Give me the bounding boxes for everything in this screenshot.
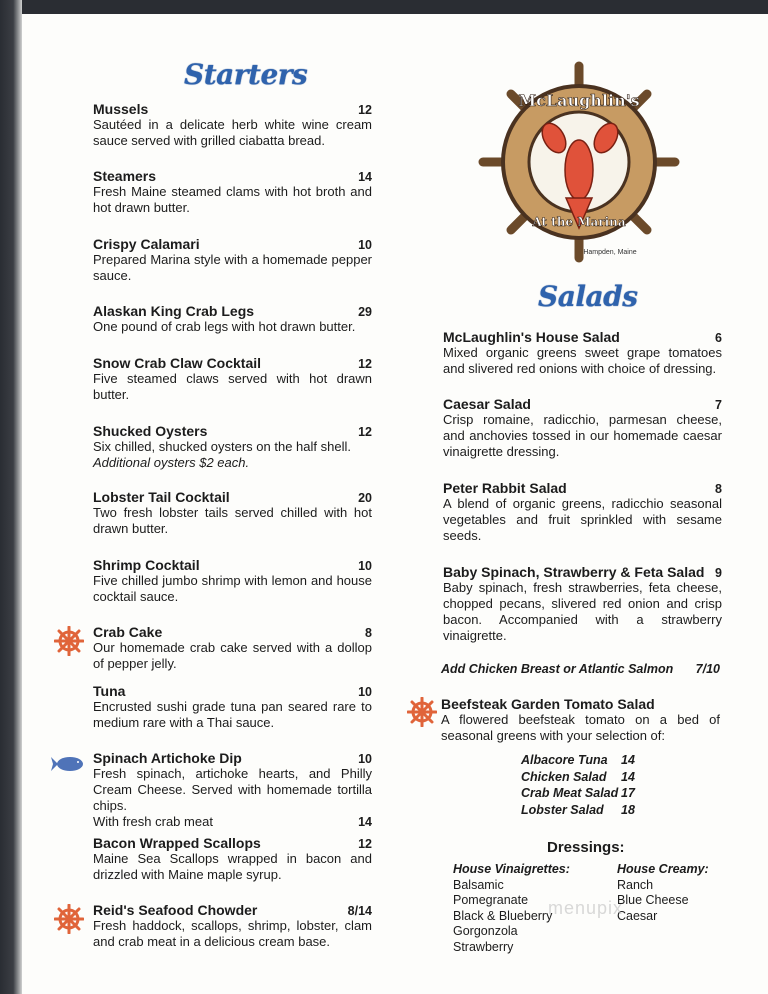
item-description: Two fresh lobster tails served chilled with hot drawn butter. <box>93 505 372 536</box>
item-price: 10 <box>358 752 372 766</box>
item-name: Tuna <box>93 683 126 699</box>
item-name: Mussels <box>93 101 149 117</box>
item-header <box>93 835 372 851</box>
item-description: A blend of organic greens, radicchio seasonal vegetables and fruit sprinkled with sesame seeds. <box>443 496 722 543</box>
item-header <box>443 480 722 496</box>
variant-price: 14 <box>358 815 372 829</box>
item-name: Caesar Salad <box>443 396 531 412</box>
item-header <box>93 355 372 371</box>
dressing-item: Caesar <box>617 908 658 923</box>
item-header <box>93 101 372 117</box>
item-header <box>443 396 722 412</box>
item-description: Sautéed in a delicate herb white wine cream sauce served with grilled ciabatta bread. <box>93 117 372 148</box>
item-name: Shucked Oysters <box>93 423 208 439</box>
dressing-item: Ranch <box>617 877 654 892</box>
option-row <box>521 769 635 786</box>
ship-wheel-icon <box>54 626 84 661</box>
item-description: A flowered beefsteak tomato on a bed of seasonal greens with your selection of: <box>441 712 720 743</box>
option-name: Chicken Salad <box>521 769 607 784</box>
item-price: 8 <box>365 626 372 640</box>
item-price: 7 <box>715 398 722 412</box>
menu-item <box>443 480 722 544</box>
addon-label: Add Chicken Breast or Atlantic Salmon <box>441 662 674 676</box>
logo-location-text: Hampden, Maine <box>583 249 637 256</box>
item-description: Fresh Maine steamed clams with hot broth and hot drawn butter. <box>93 184 372 215</box>
menu-item <box>93 683 372 731</box>
item-price: 14 <box>358 170 372 184</box>
menu-item <box>93 902 372 950</box>
item-price: 9 <box>715 566 722 580</box>
item-name: Peter Rabbit Salad <box>443 480 567 496</box>
logo-name-text: McLaughlin's <box>518 91 640 110</box>
dressing-item: Gorgonzola <box>453 924 518 938</box>
item-name: Crispy Calamari <box>93 236 200 252</box>
dressing-item: Pomegranate <box>453 893 529 907</box>
item-name: Shrimp Cocktail <box>93 557 200 573</box>
variant-label: With fresh crab meat <box>93 814 213 829</box>
item-name: Baby Spinach, Strawberry & Feta Salad <box>443 564 705 580</box>
salad-addon <box>441 662 720 676</box>
starters-title: Starters <box>184 58 308 91</box>
item-name: Crab Cake <box>93 624 163 640</box>
option-name: Lobster Salad <box>521 802 604 817</box>
item-name: Spinach Artichoke Dip <box>93 750 242 766</box>
item-price: 8 <box>715 482 722 496</box>
logo-subtitle-text: At the Marina <box>532 215 626 229</box>
item-header <box>93 489 372 505</box>
menu-item <box>443 329 722 377</box>
item-description: Encrusted sushi grade tuna pan seared rare to medium rare with a Thai sauce. <box>93 699 372 730</box>
addon-price: 7/10 <box>695 662 720 676</box>
item-description: Fresh haddock, scallops, shrimp, lobster, clam and crab meat in a delicious cream base. <box>93 918 372 949</box>
menu-item <box>93 423 372 471</box>
item-price: 12 <box>358 357 372 371</box>
menu-item <box>93 355 372 403</box>
menu-item <box>93 835 372 883</box>
dressings-title: Dressings: <box>547 839 625 856</box>
menu-item <box>93 557 372 605</box>
item-header <box>93 624 372 640</box>
ship-wheel-icon <box>54 904 84 939</box>
item-name: Steamers <box>93 168 157 184</box>
item-header <box>93 902 372 918</box>
restaurant-logo <box>478 58 680 268</box>
option-price: 14 <box>621 753 635 767</box>
option-price: 18 <box>621 802 635 817</box>
item-price: 8/14 <box>347 904 372 918</box>
menu-item <box>93 750 372 830</box>
item-price: 29 <box>358 305 372 319</box>
item-description: Six chilled, shucked oysters on the half shell. <box>93 439 351 454</box>
option-row <box>521 802 635 819</box>
item-price: 10 <box>358 238 372 252</box>
option-price: 14 <box>621 769 635 784</box>
item-description: Mixed organic greens sweet grape tomatoes and slivered red onions with choice of dressing. <box>443 345 722 376</box>
item-header <box>93 236 372 252</box>
item-description: Five chilled jumbo shrimp with lemon and house cocktail sauce. <box>93 573 372 604</box>
creamy-list <box>617 862 709 924</box>
item-price: 12 <box>358 425 372 439</box>
item-header <box>93 168 372 184</box>
scan-edge-top <box>0 0 768 14</box>
item-description: Five steamed claws served with hot drawn butter. <box>93 371 372 402</box>
creamy-heading: House Creamy: <box>617 862 709 876</box>
item-header <box>443 564 722 580</box>
ship-wheel-icon <box>407 697 437 732</box>
menu-item-beefsteak <box>441 696 720 744</box>
item-description: Maine Sea Scallops wrapped in bacon and drizzled with Maine maple syrup. <box>93 851 372 882</box>
item-price: 20 <box>358 491 372 505</box>
salads-title: Salads <box>538 280 638 313</box>
watermark: menupix <box>548 898 624 918</box>
menu-item <box>93 168 372 216</box>
scan-edge-left <box>0 0 22 994</box>
menu-item <box>93 489 372 537</box>
item-header <box>93 303 372 319</box>
item-header <box>93 423 372 439</box>
item-header <box>93 750 372 766</box>
dressing-item: Strawberry <box>453 939 514 954</box>
dressing-item: Balsamic <box>453 877 504 892</box>
dressing-item: Black & Blueberry <box>453 908 553 923</box>
item-note: Additional oysters $2 each. <box>93 455 250 470</box>
item-name: Lobster Tail Cocktail <box>93 489 230 505</box>
item-price: 12 <box>358 837 372 851</box>
item-description: One pound of crab legs with hot drawn butter. <box>93 319 356 334</box>
item-description: Prepared Marina style with a homemade pepper sauce. <box>93 252 372 283</box>
option-row <box>521 752 635 769</box>
option-name: Albacore Tuna <box>521 753 608 767</box>
item-name: Alaskan King Crab Legs <box>93 303 255 319</box>
menu-item <box>93 303 372 335</box>
option-name: Crab Meat Salad <box>521 786 619 800</box>
item-price: 6 <box>715 331 722 345</box>
item-name: McLaughlin's House Salad <box>443 329 620 345</box>
option-row <box>521 785 635 802</box>
menu-item <box>443 396 722 460</box>
item-price: 10 <box>358 559 372 573</box>
item-name: Reid's Seafood Chowder <box>93 902 258 918</box>
fish-icon <box>50 754 84 779</box>
item-header <box>443 329 722 345</box>
item-header <box>93 683 372 699</box>
item-name: Bacon Wrapped Scallops <box>93 835 261 851</box>
item-variant <box>93 814 372 830</box>
item-name: Beefsteak Garden Tomato Salad <box>441 696 655 712</box>
dressing-item: Blue Cheese <box>617 893 689 907</box>
vinaigrettes-heading: House Vinaigrettes: <box>453 862 570 876</box>
beefsteak-options <box>521 752 635 818</box>
item-description: Fresh spinach, artichoke hearts, and Philly Cream Cheese. Served with homemade tortilla chips. <box>93 766 372 813</box>
item-description: Our homemade crab cake served with a dollop of pepper jelly. <box>93 640 372 671</box>
menu-item <box>443 564 722 644</box>
item-description: Crisp romaine, radicchio, parmesan cheese, and anchovies tossed in our homemade caesar vinaigrette dressing. <box>443 412 722 459</box>
item-description: Baby spinach, fresh strawberries, feta cheese, chopped pecans, slivered red onion and crisp bacon. Accompanied with a strawberry vinaigrette. <box>443 580 722 643</box>
menu-item <box>93 624 372 672</box>
item-price: 10 <box>358 685 372 699</box>
menu-item <box>93 236 372 284</box>
option-price: 17 <box>621 786 635 800</box>
item-name: Snow Crab Claw Cocktail <box>93 355 262 371</box>
item-price: 12 <box>358 103 372 117</box>
item-header <box>93 557 372 573</box>
menu-item <box>93 101 372 149</box>
